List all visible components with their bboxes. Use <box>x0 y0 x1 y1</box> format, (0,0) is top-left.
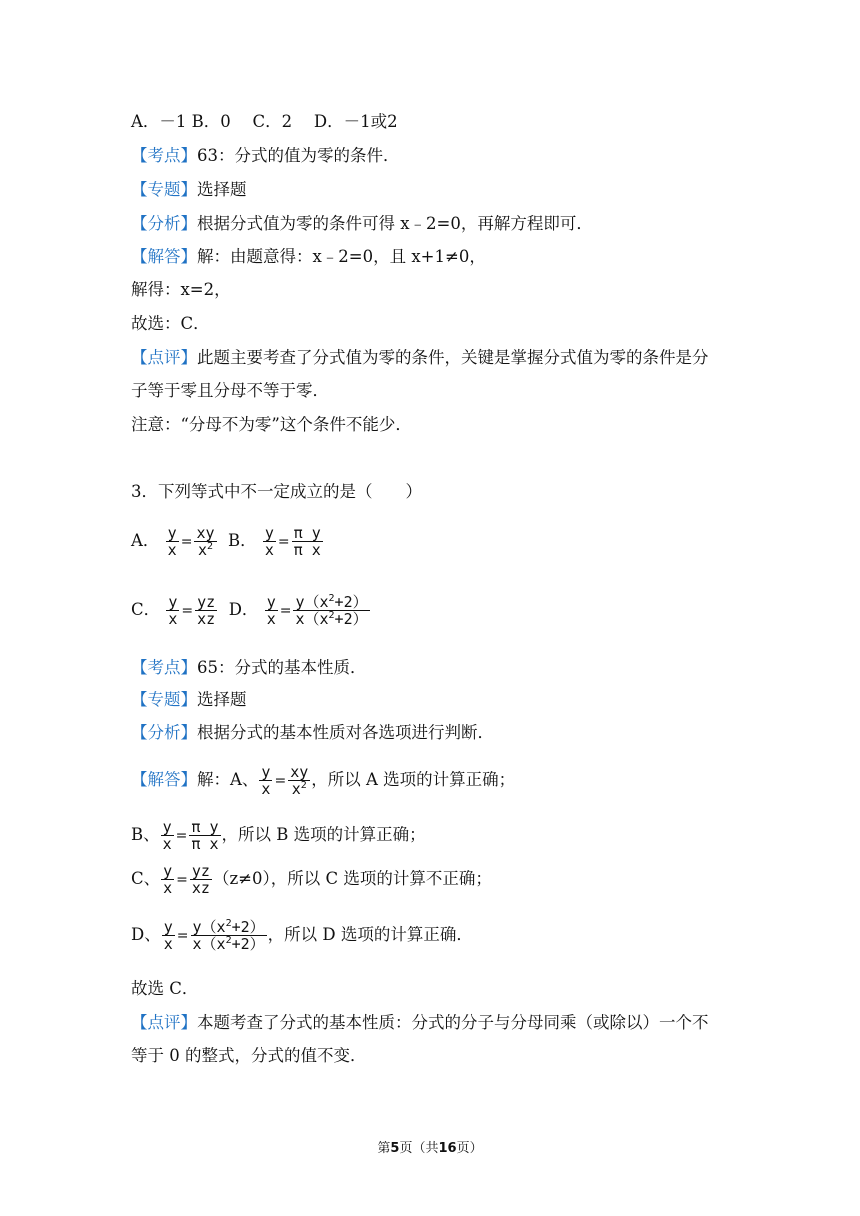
q2-step1: 解得：x=2， <box>131 280 231 299</box>
fraction-piy-over-pix: $\frac{\text{π y}}{\text{π x}}$ <box>191 818 219 853</box>
fraction-yz-over-xz: $\frac{yz}{xz}$ <box>197 593 216 628</box>
fenxi-tag: 【分析】 <box>131 723 197 742</box>
q3-fenxi <box>131 721 494 745</box>
fraction-big: $\frac{y(x^2+2)}{x(x^2+2)}$ <box>295 593 368 628</box>
q2-fenxi <box>131 212 593 236</box>
page-footer: 第5页（共16页） <box>377 1141 483 1156</box>
total-pages: 16 <box>438 1141 457 1156</box>
fraction-xy-over-x2: $\frac{xy}{x^2}$ <box>290 763 309 798</box>
fraction-big: $\frac{y(x^2+2)}{x(x^2+2)}$ <box>192 918 265 953</box>
zhuanti-tag: 【专题】 <box>131 690 197 709</box>
jieda-tag: 【解答】 <box>131 770 197 789</box>
q2-dianping <box>131 346 709 370</box>
q3-jieda: 【解答】解：A、 $\frac{y}{x}$ = $\frac{xy}{x^2}$ ，所以 A 选项的计算正确； <box>131 763 516 798</box>
q2-kaodian <box>131 144 400 168</box>
q3-c-suffix: （z≠0），所以 C 选项的计算不正确； <box>212 869 492 888</box>
jieda-tag: 【解答】 <box>131 247 197 266</box>
fraction-xy-over-x2: $\frac{xy}{x^2}$ <box>196 524 215 559</box>
q3-dianping-text: 本题考查了分式的基本性质：分式的分子与分母同乘（或除以）一个不 <box>197 1013 709 1032</box>
q3-zhuanti-text: 选择题 <box>197 690 247 709</box>
q2-step2: 故选：C． <box>131 314 210 333</box>
q2-dianping-cont: 子等于零且分母不等于零． <box>131 381 329 400</box>
fraction-y-over-x: $\frac{y}{x}$ <box>163 918 173 953</box>
q3-options-cd: C． $\frac{y}{x}$ = $\frac{yz}{xz}$ D． $\frac{y}{x}$ = $\frac{y(x^2+2)}{x(x^2+2)}$ <box>131 593 368 628</box>
q3-d-prefix: D、 <box>131 925 161 944</box>
q3-stem: 3．下列等式中不一定成立的是（ ） <box>131 482 422 501</box>
q3-d-suffix: ，所以 D 选项的计算正确． <box>267 925 473 944</box>
option-a-label: A． <box>131 531 160 550</box>
kaodian-tag: 【考点】 <box>131 658 197 677</box>
q2-zhuanti-text: 选择题 <box>197 180 247 199</box>
q2-jieda-text: 解：由题意得：x﹣2=0，且 x+1≠0， <box>197 247 486 266</box>
q3-kaodian <box>131 656 367 680</box>
current-page: 5 <box>390 1141 400 1156</box>
q3-b-prefix: B、 <box>131 825 160 844</box>
q3-jieda-a-suffix: ，所以 A 选项的计算正确； <box>311 770 516 789</box>
q3-jieda-d: D、 $\frac{y}{x}$ = $\frac{y(x^2+2)}{x(x^2+2)}$ ，所以 D 选项的计算正确． <box>131 918 473 953</box>
q2-dianping-text: 此题主要考查了分式值为零的条件，关键是掌握分式值为零的条件是分 <box>197 348 709 367</box>
fraction-y-over-x: $\frac{y}{x}$ <box>168 593 178 628</box>
q3-jieda-c: C、 $\frac{y}{x}$ = $\frac{yz}{xz}$ （z≠0），所以 C 选项的计算不正确； <box>131 862 492 897</box>
q2-zhuanti <box>131 178 247 202</box>
q2-note: 注意：“分母不为零”这个条件不能少． <box>131 415 412 434</box>
fraction-y-over-x: $\frac{y}{x}$ <box>266 593 276 628</box>
q3-jieda-prefix: 解：A、 <box>197 770 259 789</box>
q3-conclusion: 故选 C． <box>131 979 199 998</box>
fraction-piy-over-pix: $\frac{\text{π y}}{\text{π x}}$ <box>293 524 321 559</box>
kaodian-tag: 【考点】 <box>131 146 197 165</box>
option-b-label: B． <box>228 531 257 550</box>
q3-jieda-b: B、 $\frac{y}{x}$ = $\frac{\text{π y}}{\text{π x}}$ ，所以 B 选项的计算正确； <box>131 818 426 853</box>
q3-kaodian-text: 65：分式的基本性质． <box>197 658 367 677</box>
dianping-tag: 【点评】 <box>131 1013 197 1032</box>
dianping-tag: 【点评】 <box>131 348 197 367</box>
option-c-label: C． <box>131 600 161 619</box>
fraction-yz-over-xz: $\frac{yz}{xz}$ <box>191 862 210 897</box>
q2-options: A．－1 B．0 C．2 D．－1或2 <box>131 112 398 131</box>
zhuanti-tag: 【专题】 <box>131 180 197 199</box>
q2-jieda <box>131 245 486 269</box>
fraction-y-over-x: $\frac{y}{x}$ <box>167 524 177 559</box>
q3-dianping <box>131 1011 709 1035</box>
q2-fenxi-text: 根据分式值为零的条件可得 x﹣2=0，再解方程即可． <box>197 214 593 233</box>
fraction-y-over-x: $\frac{y}{x}$ <box>163 862 173 897</box>
q3-options-ab: A． $\frac{y}{x}$ = $\frac{xy}{x^2}$ B． $\frac{y}{x}$ = $\frac{\text{π y}}{\text{π x}}$ <box>131 524 321 559</box>
fraction-y-over-x: $\frac{y}{x}$ <box>261 763 271 798</box>
q3-b-suffix: ，所以 B 选项的计算正确； <box>221 825 426 844</box>
fenxi-tag: 【分析】 <box>131 214 197 233</box>
option-d-label: D． <box>228 600 259 619</box>
q3-zhuanti <box>131 688 247 712</box>
q3-dianping-cont: 等于 0 的整式，分式的值不变． <box>131 1046 367 1065</box>
q3-c-prefix: C、 <box>131 869 161 888</box>
q2-kaodian-text: 63：分式的值为零的条件． <box>197 146 400 165</box>
fraction-y-over-x: $\frac{y}{x}$ <box>162 818 172 853</box>
q3-fenxi-text: 根据分式的基本性质对各选项进行判断． <box>197 723 494 742</box>
fraction-y-over-x: $\frac{y}{x}$ <box>264 524 274 559</box>
